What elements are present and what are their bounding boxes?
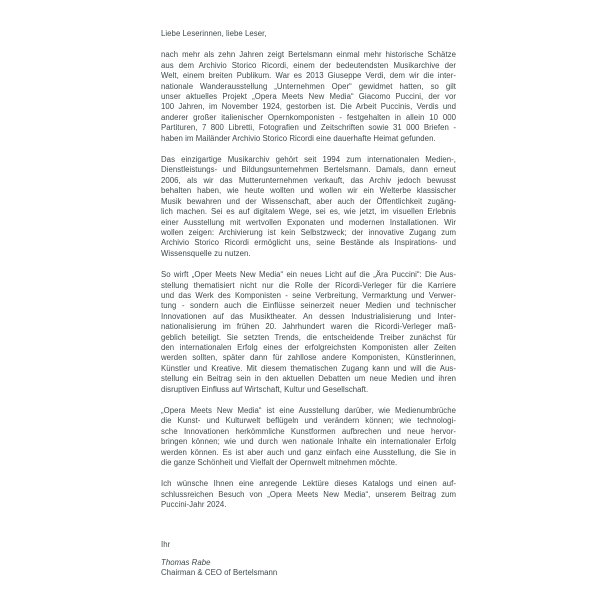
letter-body bbox=[161, 50, 456, 510]
text-line: Ich wünsche Ihnen eine anregende Lektüre dieses Katalogs und einen auf- bbox=[161, 479, 456, 489]
text-line: haben im Mailänder Archivio Storico Ricordi eine dauerhafte Heimat gefunden. bbox=[161, 133, 436, 143]
text-line: Archivio Storico Ricordi ermöglicht uns, seine Bestände als Inspirations- und bbox=[161, 238, 456, 248]
signature-title: Chairman & CEO of Bertelsmann bbox=[161, 568, 278, 578]
text-line: Musik bewahren und der Wissenschaft, aber auch der Öffentlichkeit zugäng- bbox=[161, 196, 456, 206]
text-line: einer Ausstellung mit wertvollen Exponaten und modernen Installationen. Wir bbox=[161, 217, 456, 227]
text-line: stellung ein Beitrag sein in den aktuellen Debatten um neue Medien und ihren bbox=[161, 374, 456, 384]
paragraph bbox=[161, 406, 456, 468]
paragraph bbox=[161, 50, 456, 144]
paragraph bbox=[161, 155, 456, 259]
text-line: nationale Wanderausstellung „Unternehmen Oper“ gewidmet hatten, so gilt bbox=[161, 81, 456, 91]
text-line: geblich beteiligt. Sie setzten Trends, die entscheidende Treiber zunächst für bbox=[161, 332, 456, 342]
text-line: unser aktuelles Projekt „Opera Meets New Media“ Giacomo Puccini, der vor bbox=[161, 92, 456, 102]
text-line: die Kunst- und Kulturwelt beflügeln und verändern können; wie technologi- bbox=[161, 416, 456, 426]
signature-name: Thomas Rabe bbox=[161, 558, 211, 568]
text-line: Künstler und Kreative. Mit diesem thematischen Zugang kann und will die Aus- bbox=[161, 363, 456, 373]
closing: Ihr bbox=[161, 539, 171, 549]
text-line: den internationalen Erfolg eines der erfolgreichsten Komponisten aller Zeiten bbox=[161, 342, 456, 352]
text-line: wollen zeigen: Archivierung ist kein Selbstzweck; der innovative Zugang zum bbox=[161, 227, 456, 237]
text-line: Wissensquelle zu nutzen. bbox=[161, 248, 251, 258]
text-line: Puccini-Jahr 2024. bbox=[161, 500, 227, 510]
text-line: Innovationen auf das Musiktheater. An dessen Industrialisierung und Inter- bbox=[161, 311, 456, 321]
paragraph bbox=[161, 479, 456, 510]
text-line: 100 Jahren, im November 1924, gestorben ist. Die Arbeit Puccinis, Verdis und bbox=[161, 102, 456, 112]
text-line: und das Werk des Komponisten - seine Verbreitung, Vermarktung und Verwer- bbox=[161, 290, 456, 300]
text-line: schlussreichen Besuch von „Opera Meets New Media“, unserem Beitrag zum bbox=[161, 489, 456, 499]
paragraph bbox=[161, 270, 456, 395]
foreword-letter bbox=[161, 29, 456, 579]
text-line: behalten haben, wie heute wollten und wollen wir ein Welterbe klassischer bbox=[161, 186, 456, 196]
text-line: Partituren, 7 800 Libretti, Fotografien und Zeitschriften sowie 31 000 Briefen - bbox=[161, 123, 456, 133]
text-line: anderer großer italienischer Opernkomponisten - festgehalten in allein 10 000 bbox=[161, 112, 456, 122]
text-line: So wirft „Oper Meets New Media“ ein neues Licht auf die „Ära Puccini“: Die Aus- bbox=[161, 270, 456, 280]
text-line: Welt, einem breiten Publikum. War es 2013 Giuseppe Verdi, dem wir die inter- bbox=[161, 71, 456, 81]
text-line: die ganze Schönheit und Vielfalt der Opernwelt mitnehmen möchte. bbox=[161, 458, 398, 468]
text-line: nach mehr als zehn Jahren zeigt Bertelsmann einmal mehr historische Schätze bbox=[161, 50, 456, 60]
text-line: lich machen. Sei es auf digitalem Wege, sei es, wie jetzt, im visuellen Erlebnis bbox=[161, 207, 456, 217]
text-line: tung - sondern auch die Einflüsse seinerzeit neuer Medien und technischer bbox=[161, 301, 456, 311]
text-line: „Opera Meets New Media“ ist eine Ausstellung darüber, wie Medienumbrüche bbox=[161, 406, 456, 415]
text-line: sche Innovationen herkömmliche Kunstformen aufbrechen und neue hervor- bbox=[161, 426, 456, 436]
text-line: nationalisierung im frühen 20. Jahrhundert waren die Ricordi-Verleger maß- bbox=[161, 322, 456, 332]
text-line: werden sollten, später dann für zahllose andere Komponisten, Künstlerinnen, bbox=[161, 353, 456, 363]
text-line: bringen können; wie und durch wen nationale Inhalte ein internationaler Erfolg bbox=[161, 437, 456, 447]
text-line: Das einzigartige Musikarchiv gehört seit 1994 zum internationalen Medien-, bbox=[161, 155, 456, 165]
signature-block bbox=[161, 558, 456, 579]
text-line: stellung thematisiert nicht nur die Rolle der Ricordi-Verleger für die Karriere bbox=[161, 280, 456, 290]
text-line: disruptiven Einfluss auf Wirtschaft, Kultur und Gesellschaft. bbox=[161, 384, 369, 394]
text-line: aus dem Archivio Storico Ricordi, einem der bedeutendsten Musikarchive der bbox=[161, 60, 456, 70]
text-line: Dienstleistungs- und Bildungsunternehmen Bertelsmann. Damals, dann erneut bbox=[161, 165, 456, 175]
salutation: Liebe Leserinnen, liebe Leser, bbox=[161, 29, 267, 38]
text-line: 2006, als wir das Mutterunternehmen verkauft, das Archiv jedoch bewusst bbox=[161, 175, 456, 185]
text-line: werden können. Es ist aber auch und ganz einfach eine Ausstellung, die Sie in bbox=[161, 447, 456, 457]
